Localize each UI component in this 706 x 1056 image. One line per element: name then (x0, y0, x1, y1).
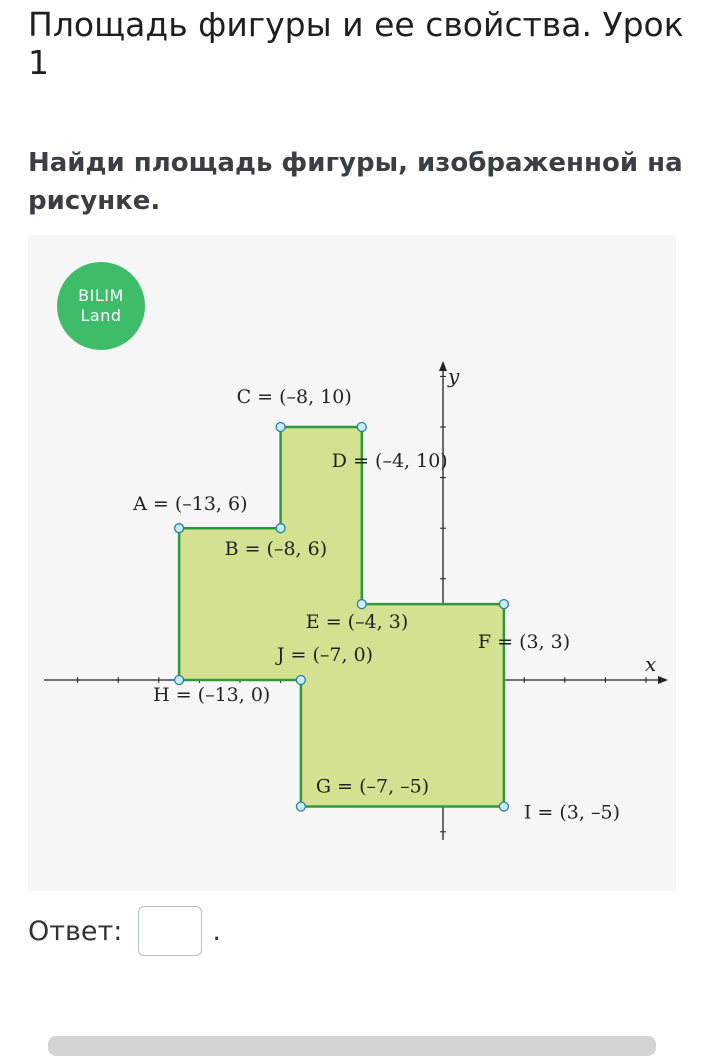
point-d (357, 423, 366, 432)
point-label-g: G = (–7, –5) (315, 775, 430, 798)
point-label-a: A = (–13, 6) (133, 493, 248, 516)
point-label-i: I = (3, –5) (523, 801, 620, 824)
coordinate-plane (28, 235, 676, 891)
answer-input[interactable] (138, 906, 202, 956)
y-axis-label: y (448, 364, 460, 388)
point-b (276, 524, 285, 533)
page-title: Площадь фигуры и ее свойства. Урок 1 (28, 5, 684, 82)
answer-row (28, 905, 221, 957)
point-label-h: H = (–13, 0) (153, 684, 271, 706)
point-label-d: D = (–4, 10) (331, 450, 448, 472)
submit-button[interactable] (48, 1036, 656, 1056)
figure-panel (28, 235, 676, 891)
task-text: Найди площадь фигуры, изображенной на рисунке. (28, 148, 683, 216)
x-axis-arrow-icon (658, 676, 668, 684)
y-axis-arrow-icon (439, 361, 447, 371)
logo-text-line1: BILIM (78, 286, 124, 305)
point-g (296, 802, 305, 811)
point-j (296, 676, 305, 685)
point-label-f: F = (3, 3) (477, 631, 571, 654)
point-label-j: J = (–7, 0) (276, 644, 374, 666)
point-i (499, 802, 508, 811)
point-label-c: C = (–8, 10) (236, 386, 352, 408)
logo-text-line2: Land (80, 306, 122, 325)
point-label-e: E = (–4, 3) (305, 611, 409, 634)
answer-label: Ответ: (28, 915, 123, 947)
point-c (276, 423, 285, 432)
point-f (499, 600, 508, 609)
x-axis-label: x (645, 652, 657, 676)
point-label-b: B = (–8, 6) (224, 538, 328, 561)
point-e (357, 600, 366, 609)
point-a (175, 524, 184, 533)
answer-suffix: . (212, 915, 221, 947)
